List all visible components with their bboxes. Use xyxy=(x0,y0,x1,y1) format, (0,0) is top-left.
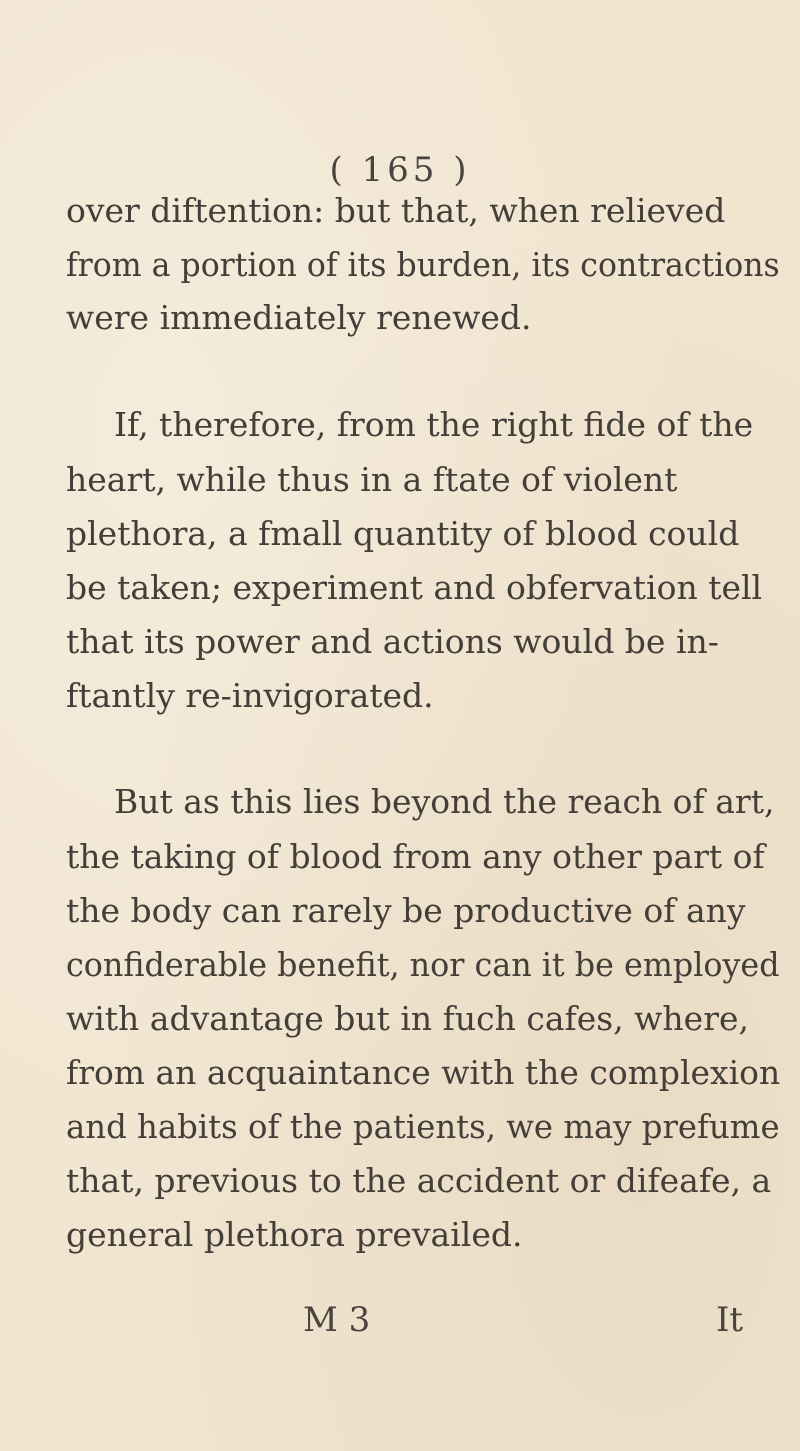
page-footer xyxy=(0,1300,800,1350)
text-line: from a portion of its burden, its contractions xyxy=(66,245,780,284)
text-line: be taken; experiment and obfervation tell xyxy=(66,568,763,607)
text-line: from an acquaintance with the complexion xyxy=(66,1053,781,1092)
text-line: general plethora prevailed. xyxy=(66,1215,523,1254)
text-line: and habits of the patients, we may prefume xyxy=(66,1107,780,1146)
text-line: the taking of blood from any other part of xyxy=(66,837,765,876)
text-line: confiderable benefit, nor can it be employed xyxy=(66,945,780,984)
text-line: heart, while thus in a ftate of violent xyxy=(66,460,678,499)
text-line: But as this lies beyond the reach of art, xyxy=(114,782,775,821)
text-line: were immediately renewed. xyxy=(66,298,532,337)
text-line: plethora, a fmall quantity of blood could xyxy=(66,514,740,553)
text-line: the body can rarely be productive of any xyxy=(66,891,746,930)
text-line: with advantage but in fuch cafes, where, xyxy=(66,999,750,1038)
text-line: that, previous to the accident or difeafe, a xyxy=(66,1161,772,1200)
text-line: ftantly re-invigorated. xyxy=(66,676,434,715)
page-number: ( 165 ) xyxy=(329,150,471,190)
signature-mark: M 3 xyxy=(303,1300,371,1340)
text-line: that its power and actions would be in- xyxy=(66,622,719,661)
catchword: It xyxy=(716,1300,744,1340)
text-line: over diftention: but that, when relieved xyxy=(66,191,726,230)
text-line: If, therefore, from the right fide of the xyxy=(114,405,754,444)
